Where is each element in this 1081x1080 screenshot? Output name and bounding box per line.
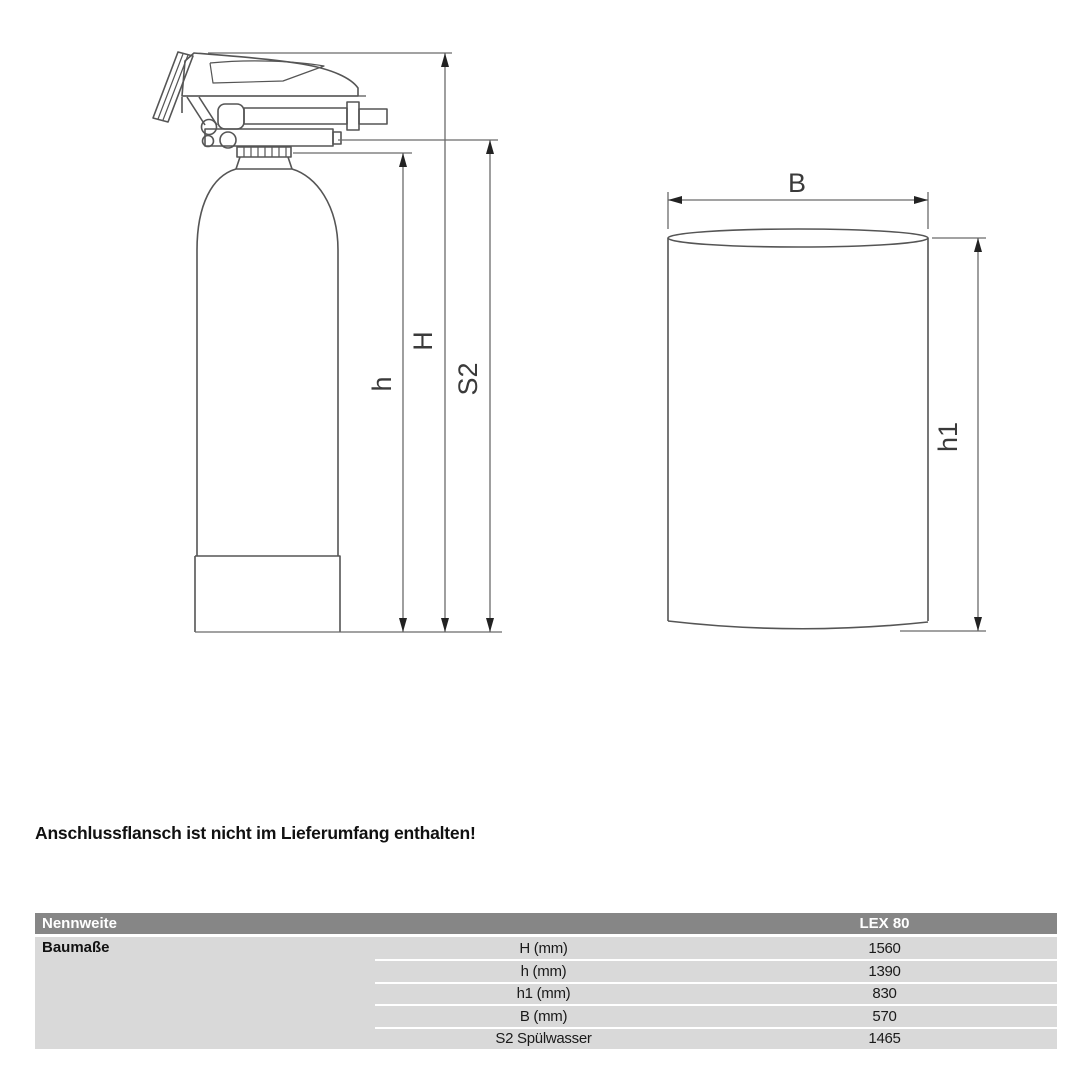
left-dimension-lines — [208, 53, 498, 632]
pressure-tank — [197, 169, 338, 556]
table-row — [375, 1027, 1057, 1049]
valve-display-panel — [153, 52, 193, 122]
right-dimension-lines — [668, 192, 986, 631]
table-row — [375, 982, 1057, 1004]
softener-drawing — [153, 52, 502, 632]
table-body — [35, 937, 1057, 1049]
value-cell: 1465 — [868, 1030, 901, 1048]
valve-cover — [182, 53, 358, 96]
dimensions-table — [35, 913, 1057, 1049]
group-label-baumasse: Baumaße — [42, 939, 110, 956]
valve-port — [203, 136, 214, 147]
dim-label-B: B — [787, 168, 807, 198]
pipe-stub — [359, 109, 387, 124]
param-cell: H (mm) — [519, 939, 568, 957]
table-row — [375, 959, 1057, 981]
param-cell: h (mm) — [520, 963, 567, 981]
param-cell: B (mm) — [519, 1007, 568, 1025]
valve-port — [202, 120, 217, 135]
table-rows — [375, 937, 1057, 1049]
param-cell: h1 (mm) — [516, 985, 571, 1003]
tank-collar — [237, 147, 291, 157]
brine-tank-drawing — [668, 229, 928, 629]
header-model: LEX 80 — [859, 915, 910, 932]
note-text: Anschlussflansch ist nicht im Lieferumfang enthalten! — [35, 823, 476, 843]
right-dimension-arrows — [668, 196, 982, 631]
cylinder-top — [668, 229, 928, 247]
value-cell: 1560 — [868, 939, 901, 957]
valve-knob — [218, 104, 244, 129]
table-row — [375, 1004, 1057, 1026]
valve-drain-pipe — [205, 129, 333, 146]
dim-label-h: h — [367, 376, 397, 392]
dim-label-S2: S2 — [453, 362, 483, 396]
table-header-row — [35, 913, 1057, 934]
param-cell: S2 Spülwasser — [495, 1030, 592, 1048]
tank-base — [195, 556, 340, 632]
value-cell: 1390 — [868, 963, 901, 981]
table-row — [375, 937, 1057, 959]
dim-label-h1: h1 — [933, 421, 963, 453]
pipe-flange — [347, 102, 359, 130]
value-cell: 570 — [872, 1007, 897, 1025]
dim-label-H: H — [408, 331, 438, 351]
header-nennweite: Nennweite — [42, 915, 118, 932]
cylinder-bottom — [668, 621, 928, 629]
value-cell: 830 — [872, 985, 897, 1003]
valve-inlet-pipe — [244, 108, 347, 124]
